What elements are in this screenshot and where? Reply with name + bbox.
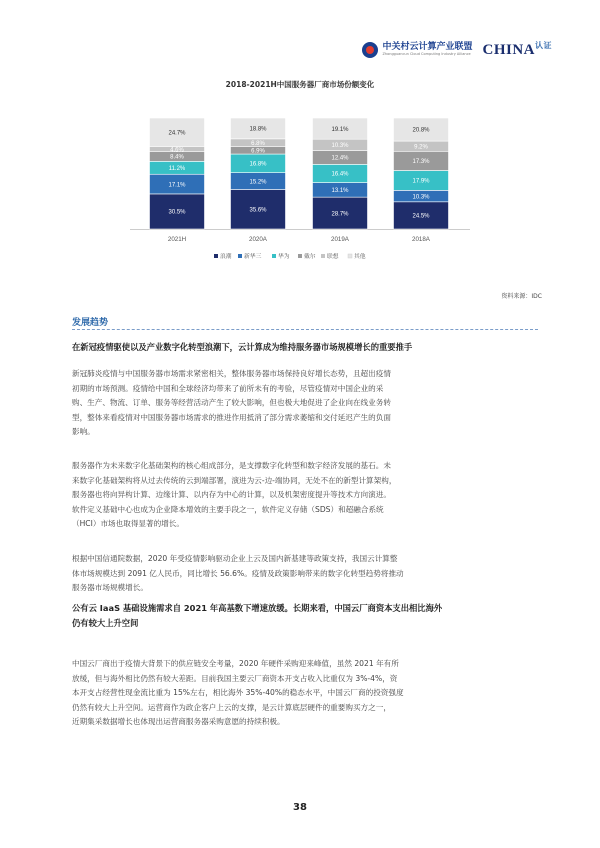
bold-paragraph-1: 在新冠疫情驱使以及产业数字化转型浪潮下，云计算成为维持服务器市场规模增长的重要推手 — [72, 342, 413, 352]
paragraph-3-line: 根据中国信通院数据，2020 年受疫情影响驱动企业上云及国内新基建等政策支持，我国云计算整 — [72, 554, 398, 563]
bar-data-label: 35.6% — [249, 207, 267, 214]
paragraph-4-line: 放缓，但与海外相比仍然有较大差距。目前我国主要云厂商资本开支占收入比重仅为 3%-4%，资 — [72, 673, 398, 683]
paragraph-1-line: 购、生产、物流、订单、服务等经营活动产生了较大影响，但也极大地促进了企业向在线业务转 — [72, 398, 391, 408]
chart-source: 资料来源：IDC — [501, 293, 542, 300]
paragraph-3-line: 服务器市场规模增长。 — [72, 583, 148, 593]
legend-swatch — [214, 254, 218, 258]
section-divider — [72, 329, 538, 330]
bar-data-label: 30.5% — [168, 209, 186, 216]
bar-data-label: 8.4% — [170, 154, 184, 161]
stacked-bar-chart — [0, 0, 600, 290]
paragraph-4 — [72, 657, 538, 730]
bar-data-label: 10.3% — [412, 194, 430, 201]
bar-data-label: 4.6% — [170, 147, 184, 154]
bar-data-label: 17.9% — [412, 178, 430, 185]
paragraph-2-line: （HCI）市场也取得显著的增长。 — [72, 519, 184, 529]
bar-data-label: 18.8% — [249, 126, 267, 133]
bar-data-label: 24.5% — [412, 213, 430, 220]
legend-swatch — [272, 254, 276, 258]
bold-paragraph-2-line: 公有云 IaaS 基础设施需求自 2021 年高基数下增速放缓。长期来看，中国云厂商资本支出相比海外 — [72, 603, 443, 613]
bold-paragraph-2-line: 仍有较大上升空间 — [72, 618, 139, 628]
bar-data-label: 16.8% — [249, 161, 267, 168]
paragraph-3 — [72, 552, 538, 596]
bar-data-label: 19.1% — [331, 126, 349, 133]
bold-paragraph-2 — [72, 601, 538, 631]
alliance-logo-cn: 中关村云计算产业联盟 — [382, 42, 473, 52]
legend-label: 联想 — [327, 254, 339, 260]
legend-swatch — [298, 254, 302, 258]
legend-label: 新华三 — [244, 254, 262, 260]
page-number: 38 — [293, 802, 307, 813]
paragraph-2 — [72, 459, 538, 532]
legend-label: 其他 — [354, 254, 366, 260]
bar-data-label: 11.2% — [168, 166, 186, 173]
paragraph-3-line: 体市场规模达到 2091 亿人民币，同比增长 56.6%。疫情及政策影响带来的数字化转型趋势将推动 — [72, 568, 404, 578]
paragraph-1-line: 初期的市场预测。疫情给中国和全球经济均带来了前所未有的考验，尽管疫情对中国企业的采 — [72, 383, 384, 393]
bar-data-label: 17.1% — [168, 182, 186, 189]
bar-data-label: 16.4% — [331, 171, 349, 178]
x-tick-label: 2018A — [412, 236, 430, 243]
paragraph-4-line: 近期集采数据增长也体现出运营商服务器采购意愿的持续积极。 — [72, 717, 285, 727]
paragraph-2-line: 软件定义基础中心也成为企业降本增效的主要手段之一，软件定义存储（SDS）和超融合系统 — [72, 504, 384, 514]
paragraph-1-line: 型，整体来看疫情对中国服务器市场需求的推进作用抵消了部分需求萎缩和交付延迟产生的负面 — [72, 412, 391, 422]
x-tick-label: 2021H — [167, 236, 187, 243]
paragraph-2-line: 服务器作为未来数字化基础架构的核心组成部分，是支撑数字化转型和数字经济发展的基石。未 — [72, 461, 391, 470]
bar-data-label: 12.4% — [331, 155, 349, 162]
bar-data-label: 6.8% — [251, 140, 265, 147]
bar-data-label: 20.8% — [412, 127, 430, 134]
bar-data-label: 24.7% — [168, 130, 186, 137]
paragraph-4-line: 中国云厂商出于疫情大背景下的供应链安全考量，2020 年硬件采购迎来峰值，虽然 2021 年有所 — [72, 659, 399, 668]
bar-data-label: 28.7% — [331, 211, 349, 218]
legend-swatch — [238, 254, 242, 258]
paragraph-2-line: 服务器也将向异构计算、边缘计算、以内存为中心的计算，以及机架密度提升等技术方向演进。 — [72, 490, 391, 500]
alliance-logo-en: Zhongguancun Cloud Computing Industry Alliance — [382, 52, 471, 56]
bar-data-label: 17.3% — [412, 159, 430, 166]
section-heading: 发展趋势 — [72, 318, 109, 328]
paragraph-1 — [72, 367, 538, 440]
paragraph-4-line: 仍然有较大上升空间。运营商作为政企客户上云的支撑，是云计算底层硬件的重要购买方之一， — [72, 702, 391, 712]
paragraph-1-line: 新冠肺炎疫情与中国服务器市场需求紧密相关，整体服务器市场保持良好增长态势，且超出疫情 — [72, 369, 391, 378]
chart-title: 2018-2021H中国服务器厂商市场份额变化 — [225, 80, 375, 89]
legend-label: 浪潮 — [220, 254, 232, 260]
legend-label: 华为 — [278, 254, 290, 260]
bar-data-label: 15.2% — [249, 179, 267, 186]
bar-data-label: 9.2% — [414, 144, 428, 151]
paragraph-1-line: 影响。 — [72, 427, 95, 437]
legend-swatch — [348, 254, 352, 258]
bar-data-label: 10.3% — [331, 143, 349, 150]
paragraph-4-line: 本开支占经营性现金流比重为 15%左右，相比海外 35%-40%的稳态水平，中国云厂商的投资强度 — [72, 688, 404, 698]
bar-data-label: 6.9% — [251, 148, 265, 155]
x-tick-label: 2020A — [249, 236, 267, 243]
x-tick-label: 2019A — [331, 236, 349, 243]
paragraph-2-line: 来数字化基础架构将从过去传统的云到端部署，演进为云-边-端协同，无处不在的新型计算架构， — [72, 475, 397, 485]
china-cert-logo-text: CHINA — [482, 42, 535, 58]
bar-data-label: 13.1% — [331, 188, 349, 195]
legend-swatch — [321, 254, 325, 258]
legend-label: 戴尔 — [304, 254, 316, 260]
china-cert-logo-cn: 认证 — [535, 41, 552, 50]
